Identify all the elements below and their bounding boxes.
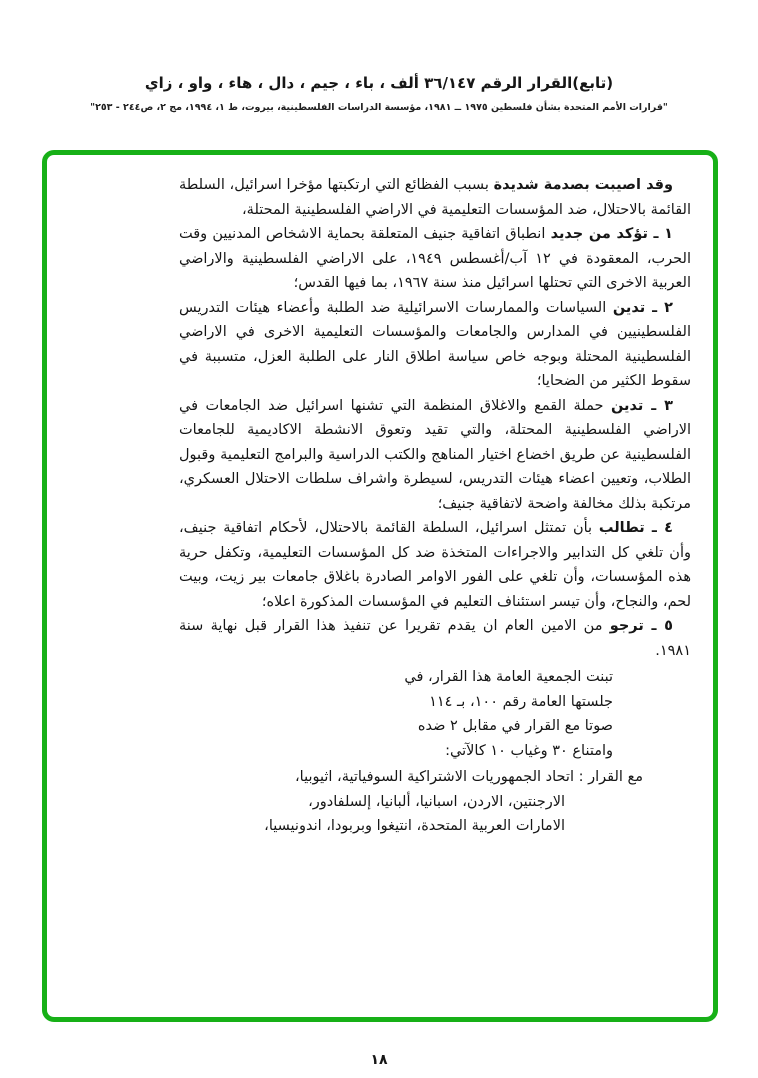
paragraph-lead: ٣ ـ تدين (610, 397, 673, 414)
adoption-line: تبنت الجمعية العامة هذا القرار، في (404, 669, 613, 685)
adoption-line: صوتا مع القرار في مقابل ٢ ضده (417, 718, 613, 734)
paragraph-lead: ١ ـ تؤكد من جديد (550, 226, 673, 242)
document-source-citation: "قرارات الأمم المتحدة بشأن فلسطين ١٩٧٥ ــ ١٩٨١، مؤسسة الدراسات الفلسطينية، بيروت، ط ١، ١٩٩٤، مج ٢، ص٢٤٤ - ٢٥٣" (90, 102, 668, 113)
preamble-paragraph (179, 173, 691, 222)
paragraph-lead: ٢ ـ تدين (612, 299, 673, 316)
operative-paragraph-2 (179, 296, 691, 394)
operative-paragraph-3 (179, 394, 691, 517)
vote-record (179, 765, 691, 839)
paragraph-rest: السياسات والممارسات الاسرائيلية ضد الطلبة وأعضاء هيئات التدريس الفلسطينيين في المدارس والجامعات والمؤسسات التعليمية الاخرى في الاراضي الفلسطينية المحتلة وبوجه خاص سياسة اطلاق النار على الطلبة العزل، متسببة في سقوط الكثير من الضحايا؛ (179, 299, 691, 389)
operative-paragraph-4 (179, 516, 691, 614)
resolution-text-column (179, 173, 691, 839)
adoption-note (179, 665, 691, 763)
page-number: ١٨ (370, 1052, 388, 1068)
document-header (0, 74, 758, 113)
paragraph-lead: ٥ ـ ترجو (609, 618, 674, 634)
paragraph-rest: من الامين العام ان يقدم تقريرا عن تنفيذ هذا القرار قبل نهاية سنة ١٩٨١. (179, 618, 691, 659)
vote-line: الامارات العربية المتحدة، انتيغوا وبربودا، اندونيسيا، (264, 818, 565, 834)
paragraph-lead: ٤ ـ تطالب (598, 520, 673, 536)
document-title: (تابع)القرار الرقم ٣٦/١٤٧ ألف ، باء ، جيم ، دال ، هاء ، واو ، زاي (144, 74, 614, 92)
content-frame (42, 150, 718, 1022)
vote-line: الارجنتين، الاردن، اسبانيا، ألبانيا، إلسلفادور، (308, 793, 565, 810)
operative-paragraph-5 (179, 614, 691, 663)
adoption-line: جلستها العامة رقم ١٠٠، بـ ١١٤ (429, 693, 613, 710)
vote-line: مع القرار : اتحاد الجمهوريات الاشتراكية السوفياتية، اثيوبيا، (294, 769, 643, 785)
paragraph-rest: انطباق اتفاقية جنيف المتعلقة بحماية الاشخاص المدنيين وقت الحرب، المعقودة في ١٢ آب/أغسطس ١٩٤٩، على الاراضي الفلسطينية والاراضي العربية الاخرى التي تحتلها اسرائيل منذ سنة ١٩٦٧، بما فيها القدس؛ (179, 226, 691, 291)
paragraph-rest: بسبب الفظائع التي ارتكبتها مؤخرا اسرائيل، السلطة القائمة بالاحتلال، ضد المؤسسات التعليمية في الاراضي الفلسطينية المحتلة، (179, 177, 691, 218)
adoption-line: وامتناع ٣٠ وغياب ١٠ كالآتي: (445, 742, 613, 759)
paragraph-rest: حملة القمع والاغلاق المنظمة التي تشنها اسرائيل ضد الجامعات في الاراضي الفلسطينية المحتلة، والتي تقيد وتعوق الانشطة الاكاديمية للجامعات الفلسطينية عن طريق اخضاع اختيار المناهج والكتب الدراسية والبرامج التعليمية وقبول الطلاب، وتعيين اعضاء هيئات التدريس، لسيطرة واشراف سلطات الاحتلال العسكري، مرتكبة بذلك مخالفة واضحة لاتفاقية جنيف؛ (179, 397, 691, 512)
paragraph-rest: بأن تمتثل اسرائيل، السلطة القائمة بالاحتلال، لأحكام اتفاقية جنيف، وأن تلغي كل التدابير والاجراءات المتخذة ضد كل المؤسسات التعليمية، وتكفل حرية هذه المؤسسات، وأن تلغي على الفور الاوامر الصادرة باغلاق جامعات بير زيت، وبيت لحم، والنجاح، وأن تيسر استئناف التعليم في المؤسسات المذكورة اعلاه؛ (179, 520, 691, 610)
paragraph-lead: وقد اصيبت بصدمة شديدة (493, 177, 673, 193)
operative-paragraph-1 (179, 222, 691, 296)
